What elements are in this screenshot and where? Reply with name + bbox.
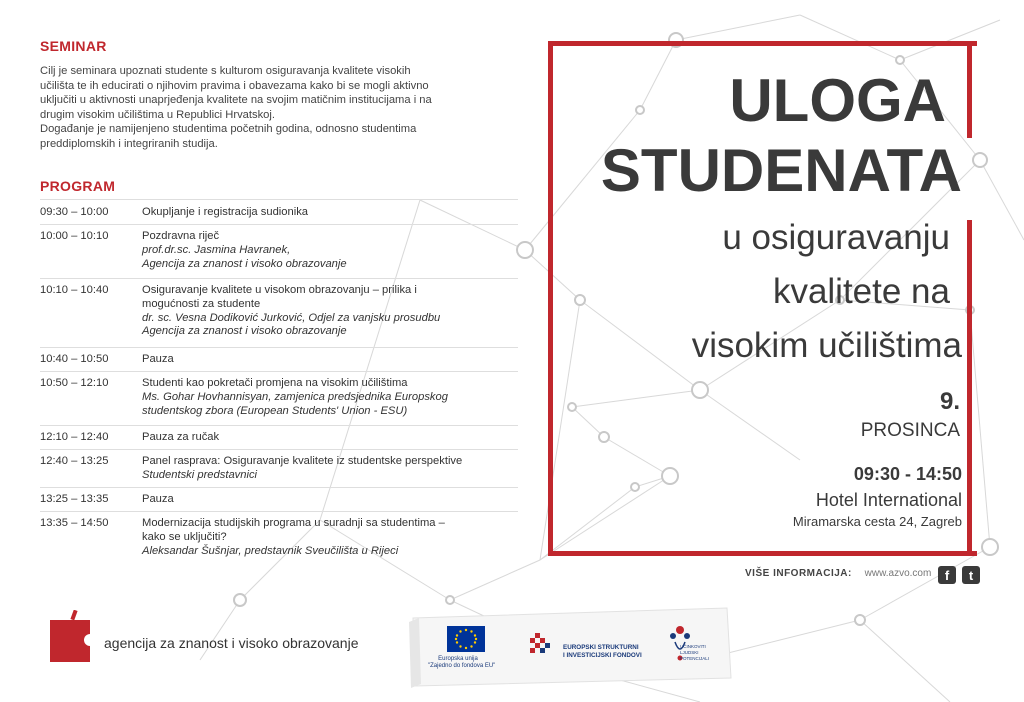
program-divider <box>40 449 518 450</box>
program-time: 13:25 – 13:35 <box>40 493 109 505</box>
program-title-line: Pozdravna riječ <box>142 230 220 242</box>
program-title-line: Panel rasprava: Osiguravanje kvalitete iz studentske perspektive <box>142 455 463 467</box>
subtitle-line-2: kvalitete na <box>772 272 950 311</box>
program-speaker-line: Aleksandar Šušnjar, predstavnik Sveučilišta u Rijeci <box>142 544 399 557</box>
event-venue: Hotel International <box>815 490 962 510</box>
more-info-label: VIŠE INFORMACIJA: <box>745 568 852 579</box>
intro-line: drugim visokim učilištima u Republici Hrvatskoj. <box>40 108 276 121</box>
program-divider <box>40 224 518 225</box>
program-divider <box>40 425 518 426</box>
program-time: 12:40 – 13:25 <box>40 455 109 467</box>
intro-line: Cilj je seminara upoznati studente s kulturom osiguravanja kvalitete visokih <box>40 65 411 77</box>
esf-label-line-1: EUROPSKI STRUKTURNI <box>563 644 639 651</box>
program-divider <box>40 511 518 512</box>
program-heading: PROGRAM <box>40 178 116 194</box>
eu-caption: Europska unija <box>438 656 478 662</box>
program-speaker-line: dr. sc. Vesna Dodiković Jurković, Odjel za vanjsku prosudbu <box>142 311 441 324</box>
subtitle-line-1: u osiguravanju <box>722 218 950 257</box>
program-speaker-line: prof.dr.sc. Jasmina Havranek, <box>142 243 291 256</box>
subtitle-line-3: visokim učilištima <box>691 326 962 365</box>
program-description <box>142 493 522 507</box>
facebook-icon[interactable]: f <box>938 566 956 584</box>
program-description <box>142 455 522 483</box>
twitter-icon[interactable]: t <box>962 566 980 584</box>
esf-label-line-2: I INVESTICIJSKI FONDOVI <box>563 652 642 659</box>
ljp-label-line-2: LJUDSKI <box>680 650 699 655</box>
agency-name: agencija za znanost i visoko obrazovanje <box>104 635 359 651</box>
program-title-line: Osiguravanje kvalitete u visokom obrazovanju – prilika i <box>142 284 417 296</box>
program-description <box>142 353 522 367</box>
program-title-line: Pauza <box>142 493 174 505</box>
program-time: 10:50 – 12:10 <box>40 377 109 389</box>
program-speaker-line: studentskog zbora (European Students' Union - ESU) <box>142 404 408 417</box>
program-divider <box>40 487 518 488</box>
program-title-line: Pauza <box>142 353 174 365</box>
program-title-line: Okupljanje i registracija sudionika <box>142 206 309 218</box>
program-title-line: kako se uključiti? <box>142 530 227 543</box>
intro-line: uključiti u aktivnosti unaprjeđenja kvalitete na svojim matičnim institucijama i na <box>40 94 432 107</box>
ljp-label-line-1: UČINKOVITI <box>680 644 706 649</box>
eu-slogan: "Zajedno do fondova EU" <box>428 663 496 669</box>
program-time: 13:35 – 14:50 <box>40 517 109 529</box>
program-description <box>142 431 522 445</box>
program-divider <box>40 347 518 348</box>
program-description <box>142 517 522 558</box>
program-divider <box>40 199 518 200</box>
program-title-line: Studenti kao pokretači promjena na visokim učilištima <box>142 377 408 389</box>
intro-line: Događanje je namijenjeno studentima početnih godina, odnosno studentima <box>40 123 417 136</box>
website-link[interactable]: www.azvo.com <box>864 568 932 579</box>
program-title-line: mogućnosti za studente <box>142 297 261 310</box>
title-line-1: ULOGA <box>729 67 946 134</box>
program-description <box>142 230 522 271</box>
program-description <box>142 206 522 220</box>
title-frame-edge <box>967 41 972 138</box>
program-time: 09:30 – 10:00 <box>40 206 109 218</box>
program-time: 12:10 – 12:40 <box>40 431 109 443</box>
event-day: 9. <box>939 388 960 415</box>
program-divider <box>40 278 518 279</box>
eu-flag-icon <box>447 626 485 652</box>
program-speaker-line: Studentski predstavnici <box>142 468 258 481</box>
intro-line: preddiplomskih i integriranih studija. <box>40 137 218 150</box>
agency-logo-icon <box>50 610 94 662</box>
event-month: PROSINCA <box>860 420 960 441</box>
program-title-line: Pauza za ručak <box>142 431 220 443</box>
program-time: 10:40 – 10:50 <box>40 353 109 365</box>
program-description <box>142 284 522 339</box>
more-info <box>745 568 931 579</box>
program-speaker-line: Agencija za znanost i visoko obrazovanje <box>142 257 347 270</box>
event-address: Miramarska cesta 24, Zagreb <box>792 514 962 529</box>
intro-line: učilišta te ih educirati o njihovim pravima i obavezama kako bi se mogli aktivno <box>40 79 429 92</box>
ljp-label-line-3: POTENCIJALI <box>680 656 710 661</box>
program-title-line: Modernizacija studijskih programa u suradnji sa studentima – <box>142 517 445 529</box>
event-time: 09:30 - 14:50 <box>853 464 962 484</box>
program-divider <box>40 371 518 372</box>
seminar-intro <box>40 64 510 152</box>
title-line-2: STUDENATA <box>600 137 962 204</box>
program-speaker-line: Ms. Gohar Hovhannisyan, zamjenica predsjednika Europskog <box>142 390 448 403</box>
program-time: 10:00 – 10:10 <box>40 230 109 242</box>
program-description <box>142 377 522 418</box>
seminar-heading: SEMINAR <box>40 38 107 54</box>
program-time: 10:10 – 10:40 <box>40 284 109 296</box>
title-frame-edge <box>967 220 972 556</box>
program-speaker-line: Agencija za znanost i visoko obrazovanje <box>142 325 347 338</box>
